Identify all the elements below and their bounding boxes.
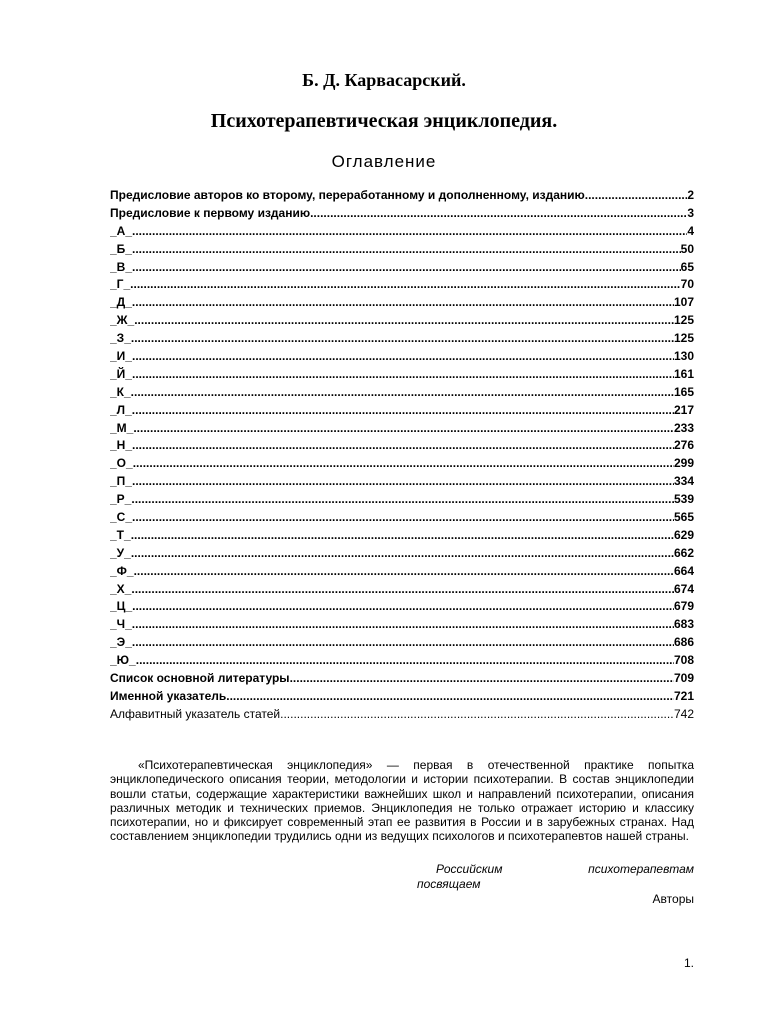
toc-entry-page: 217 bbox=[673, 402, 694, 417]
toc-entry-page: 65 bbox=[680, 259, 694, 274]
toc-entry-title: _Г_ bbox=[110, 277, 131, 292]
toc-entry-title: _Ж_ bbox=[110, 313, 135, 328]
toc-entry[interactable] bbox=[110, 241, 694, 259]
toc-entry[interactable] bbox=[110, 437, 694, 455]
toc-entry-title: _К_ bbox=[110, 384, 131, 399]
toc-entry-page: 679 bbox=[673, 599, 694, 614]
toc-entry-title: _Ю_ bbox=[110, 653, 136, 668]
dedication-word-1: Российским bbox=[436, 862, 503, 876]
toc-entry[interactable] bbox=[110, 527, 694, 545]
toc-entry-page: 125 bbox=[673, 313, 694, 328]
toc-entry-title: _О_ bbox=[110, 456, 133, 471]
toc-dot-leader bbox=[290, 670, 674, 688]
toc-entry-page: 334 bbox=[673, 474, 694, 489]
toc-entry[interactable] bbox=[110, 491, 694, 509]
dedication-line-2: посвящаем bbox=[417, 877, 481, 891]
toc-entry-page: 3 bbox=[687, 205, 694, 220]
toc-entry[interactable] bbox=[110, 205, 694, 223]
toc-entry-page: 662 bbox=[673, 545, 694, 560]
toc-dot-leader bbox=[132, 437, 674, 455]
toc-entry[interactable] bbox=[110, 545, 694, 563]
toc-entry-title: _Р_ bbox=[110, 492, 132, 507]
toc-dot-leader bbox=[130, 276, 680, 294]
toc-dot-leader bbox=[136, 652, 674, 670]
toc-entry-title: _Ф_ bbox=[110, 563, 134, 578]
toc-dot-leader bbox=[132, 259, 681, 277]
toc-entry-title: _Х_ bbox=[110, 581, 132, 596]
toc-entry[interactable] bbox=[110, 509, 694, 527]
toc-heading: Оглавление bbox=[331, 152, 437, 171]
toc-dot-leader bbox=[132, 509, 674, 527]
toc-entry-page: 165 bbox=[673, 384, 694, 399]
toc-entry[interactable] bbox=[110, 223, 694, 241]
toc-entry[interactable] bbox=[110, 598, 694, 616]
toc-dot-leader bbox=[132, 598, 674, 616]
page-number: 1. bbox=[683, 956, 694, 970]
toc-dot-leader bbox=[280, 706, 674, 724]
book-author: Б. Д. Карвасарский. bbox=[302, 70, 466, 90]
toc-entry[interactable] bbox=[110, 473, 694, 491]
toc-entry-title: _Ц_ bbox=[110, 599, 133, 614]
toc-entry-title: _Д_ bbox=[110, 295, 132, 310]
toc-entry[interactable] bbox=[110, 276, 694, 294]
toc-entry[interactable] bbox=[110, 187, 694, 205]
toc-entry[interactable] bbox=[110, 312, 694, 330]
toc-entry[interactable] bbox=[110, 294, 694, 312]
toc-entry-page: 50 bbox=[680, 241, 694, 256]
toc-dot-leader bbox=[132, 366, 674, 384]
toc-dot-leader bbox=[132, 402, 674, 420]
toc-entry[interactable] bbox=[110, 420, 694, 438]
toc-entry-title: _В_ bbox=[110, 259, 133, 274]
toc-entry[interactable] bbox=[110, 402, 694, 420]
toc-entry[interactable] bbox=[110, 330, 694, 348]
toc-entry-title: _Т_ bbox=[110, 527, 131, 542]
toc-entry-page: 161 bbox=[673, 366, 694, 381]
toc-entry-page: 709 bbox=[673, 671, 694, 686]
toc-dot-leader bbox=[585, 187, 688, 205]
toc-entry-page: 674 bbox=[673, 581, 694, 596]
toc-entry[interactable] bbox=[110, 348, 694, 366]
toc-entry[interactable] bbox=[110, 616, 694, 634]
toc-entry-page: 2 bbox=[687, 188, 694, 202]
toc-entry-page: 233 bbox=[673, 420, 694, 435]
dedication-word-2: психотерапевтам bbox=[588, 862, 694, 876]
toc-dot-leader bbox=[132, 223, 687, 241]
dedication-line-1 bbox=[436, 862, 694, 876]
toc-dot-leader bbox=[131, 491, 674, 509]
toc-entry-page: 125 bbox=[673, 331, 694, 346]
toc-entry-title: _Л_ bbox=[110, 402, 132, 417]
signature: Авторы bbox=[652, 892, 694, 906]
toc-entry[interactable] bbox=[110, 706, 694, 724]
toc-entry-title: _Э_ bbox=[110, 635, 132, 650]
toc-entry-page: 107 bbox=[673, 295, 694, 310]
toc-dot-leader bbox=[226, 688, 674, 706]
toc-entry-page: 664 bbox=[673, 563, 694, 578]
toc-dot-leader bbox=[132, 634, 674, 652]
toc-entry-page: 565 bbox=[673, 510, 694, 525]
toc-entry-title: Предисловие к первому изданию bbox=[110, 205, 311, 220]
book-title: Психотерапевтическая энциклопедия. bbox=[210, 110, 558, 132]
toc-entry-page: 4 bbox=[687, 223, 694, 238]
toc-entry-title: _С_ bbox=[110, 510, 133, 525]
toc-entry-title: _Ч_ bbox=[110, 617, 132, 632]
toc-entry-title: _П_ bbox=[110, 474, 132, 489]
toc-dot-leader bbox=[131, 330, 674, 348]
toc-dot-leader bbox=[132, 348, 674, 366]
toc-entry-page: 299 bbox=[673, 456, 694, 471]
toc-entry[interactable] bbox=[110, 634, 694, 652]
toc-entry-page: 539 bbox=[673, 492, 694, 507]
toc-entry-title: _И_ bbox=[110, 349, 132, 364]
toc-dot-leader bbox=[131, 527, 674, 545]
toc-entry[interactable] bbox=[110, 384, 694, 402]
toc-entry[interactable] bbox=[110, 259, 694, 277]
toc-dot-leader bbox=[132, 616, 674, 634]
toc-dot-leader bbox=[132, 473, 674, 491]
toc-entry[interactable] bbox=[110, 670, 694, 688]
toc-entry-page: 276 bbox=[673, 438, 694, 453]
toc-entry-page: 721 bbox=[673, 688, 694, 703]
toc-entry-title: _Б_ bbox=[110, 241, 132, 256]
toc-entry-page: 130 bbox=[673, 349, 694, 364]
toc-entry[interactable] bbox=[110, 563, 694, 581]
toc-dot-leader bbox=[134, 312, 674, 330]
toc-dot-leader bbox=[131, 384, 674, 402]
toc-entry-title: _З_ bbox=[110, 331, 131, 346]
toc-entry-title: _А_ bbox=[110, 223, 133, 238]
toc-entry-page: 686 bbox=[673, 635, 694, 650]
toc-dot-leader bbox=[133, 420, 674, 438]
toc-entry-title: Именной указатель bbox=[110, 688, 227, 703]
toc-entry-title: _У_ bbox=[110, 545, 131, 560]
toc-entry-title: _Й_ bbox=[110, 366, 132, 381]
toc-dot-leader bbox=[132, 241, 681, 259]
toc-dot-leader bbox=[132, 294, 674, 312]
toc-entry[interactable] bbox=[110, 366, 694, 384]
toc-entry-title: _М_ bbox=[110, 420, 134, 435]
toc-entry-title: Алфавитный указатель статей bbox=[110, 706, 281, 721]
toc-entry-page: 629 bbox=[673, 527, 694, 542]
toc-entry[interactable] bbox=[110, 688, 694, 706]
table-of-contents bbox=[110, 187, 694, 724]
toc-dot-leader bbox=[133, 455, 674, 473]
toc-entry[interactable] bbox=[110, 652, 694, 670]
toc-entry-page: 708 bbox=[673, 653, 694, 668]
toc-dot-leader bbox=[134, 563, 674, 581]
toc-entry-page: 742 bbox=[673, 706, 694, 721]
toc-entry[interactable] bbox=[110, 581, 694, 599]
toc-entry[interactable] bbox=[110, 455, 694, 473]
toc-dot-leader bbox=[131, 581, 674, 599]
toc-entry-title: Список основной литературы bbox=[110, 671, 290, 686]
toc-dot-leader bbox=[310, 205, 687, 223]
toc-entry-title: Предисловие авторов ко второму, переработанному и дополненному, изданию bbox=[110, 188, 585, 202]
toc-dot-leader bbox=[131, 545, 674, 563]
toc-entry-page: 70 bbox=[680, 277, 694, 292]
toc-entry-title: _Н_ bbox=[110, 438, 133, 453]
toc-entry-page: 683 bbox=[673, 617, 694, 632]
intro-paragraph: «Психотерапевтическая энциклопедия» — первая в отечественной практике попытка энциклопедического описания теории, методологии и истории психотерапии. В состав энциклопедии вошли статьи, содержащие характеристики важнейших школ и направлений психотерапии, описания различных методик и технических приемов. Энциклопедия не только отражает историю и классику психотерапии, но и фиксирует современный этап ее развития в России и в зарубежных странах. Над составлением энциклопедии трудились одни из ведущих психологов и психотерапевтов нашей страны. bbox=[110, 758, 694, 844]
